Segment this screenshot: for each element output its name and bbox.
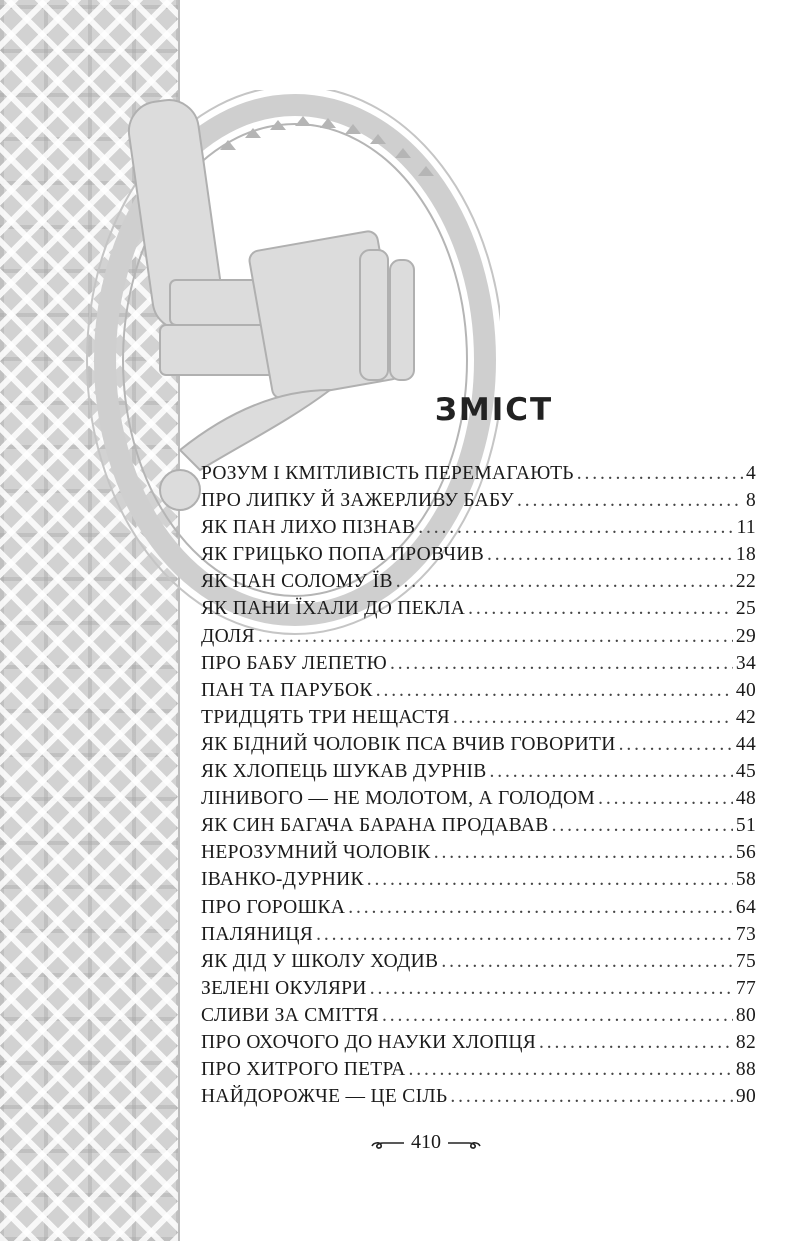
toc-leader-dots	[598, 785, 733, 812]
toc-entry[interactable]	[201, 785, 756, 812]
toc-entry[interactable]	[201, 921, 756, 948]
toc-entry-title: ТРИДЦЯТЬ ТРИ НЕЩАСТЯ	[201, 706, 450, 728]
toc-entry-page: 4	[745, 463, 756, 484]
toc-entry-page: 64	[735, 896, 756, 918]
toc-leader-dots	[450, 1083, 732, 1110]
toc-entry[interactable]	[201, 704, 756, 731]
toc-entry-page: 77	[735, 977, 756, 999]
toc-entry[interactable]	[201, 650, 756, 677]
page-number: 410	[411, 1130, 441, 1153]
toc-entry-title: ЯК ГРИЦЬКО ПОПА ПРОВЧИВ	[201, 544, 484, 566]
toc-entry-title: ЯК ХЛОПЕЦЬ ШУКАВ ДУРНІВ	[201, 761, 487, 783]
toc-entry-page: 8	[745, 490, 756, 512]
toc-entry[interactable]	[201, 460, 756, 487]
toc-entry[interactable]	[201, 948, 756, 975]
toc-entry-page: 25	[735, 598, 756, 620]
toc-leader-dots	[348, 894, 733, 921]
toc-entry[interactable]	[201, 866, 756, 893]
toc-leader-dots	[490, 758, 733, 785]
toc-entry-page: 90	[735, 1086, 756, 1108]
swirl-ornament-icon	[371, 1135, 405, 1149]
toc-entry-page: 42	[735, 706, 756, 728]
toc-entry[interactable]	[201, 1083, 756, 1110]
toc-leader-dots	[418, 514, 733, 541]
toc-entry-title: ІВАНКО-ДУРНИК	[201, 869, 364, 891]
toc-entry[interactable]	[201, 894, 756, 921]
toc-leader-dots	[316, 921, 733, 948]
toc-entry[interactable]	[201, 595, 756, 622]
toc-entry[interactable]	[201, 1029, 756, 1056]
toc-leader-dots	[577, 460, 743, 487]
toc-entry-page: 88	[735, 1059, 756, 1081]
toc-entry-title: ПРО ХИТРОГО ПЕТРА	[201, 1059, 406, 1081]
toc-entry[interactable]	[201, 514, 756, 541]
toc-entry-title: ЯК СИН БАГАЧА БАРАНА ПРОДАВАВ	[201, 815, 549, 837]
toc-entry[interactable]	[201, 677, 756, 704]
toc-entry-page: 73	[735, 923, 756, 945]
toc-entry[interactable]	[201, 623, 756, 650]
toc-leader-dots	[376, 677, 733, 704]
scroll-shape	[390, 260, 414, 380]
toc-leader-dots	[517, 487, 743, 514]
toc-entry-title: СЛИВИ ЗА СМІТТЯ	[201, 1004, 379, 1026]
toc-leader-dots	[453, 704, 733, 731]
toc-entry-title: ЯК ПАН ЛИХО ПІЗНАВ	[201, 517, 416, 539]
toc-entry-page: 40	[735, 679, 756, 701]
toc-entry[interactable]	[201, 758, 756, 785]
toc-entry-title: ПРО ЛИПКУ Й ЗАЖЕРЛИВУ БАБУ	[201, 490, 514, 512]
toc-leader-dots	[258, 623, 733, 650]
toc-entry[interactable]	[201, 839, 756, 866]
toc-entry[interactable]	[201, 568, 756, 595]
toc-entry-page: 34	[735, 652, 756, 674]
toc-leader-dots	[434, 839, 733, 866]
toc-entry-title: ЯК БІДНИЙ ЧОЛОВІК ПСА ВЧИВ ГОВОРИТИ	[201, 733, 616, 755]
toc-entry-title: ЯК ДІД У ШКОЛУ ХОДИВ	[201, 950, 439, 972]
toc-entry[interactable]	[201, 975, 756, 1002]
toc-entry-title: ПРО ОХОЧОГО ДО НАУКИ ХЛОПЦЯ	[201, 1031, 537, 1053]
toc-entry-page: 80	[735, 1004, 756, 1026]
toc-entry-page: 22	[735, 571, 756, 593]
toc-entry-title: ЯК ПАНИ ЇХАЛИ ДО ПЕКЛА	[201, 598, 466, 620]
toc-leader-dots	[409, 1056, 733, 1083]
toc-entry-title: ПАЛЯНИЦЯ	[201, 923, 314, 945]
toc-entry-page: 56	[735, 842, 756, 864]
toc-leader-dots	[468, 595, 733, 622]
toc-entry-page: 45	[735, 761, 756, 783]
page-footer	[370, 1128, 482, 1156]
toc-leader-dots	[539, 1029, 733, 1056]
toc-leader-dots	[382, 1002, 733, 1029]
scroll-shape	[360, 250, 388, 380]
swirl-ornament-icon	[447, 1135, 481, 1149]
toc-leader-dots	[619, 731, 733, 758]
toc-entry-page: 51	[735, 815, 756, 837]
table-of-contents	[201, 460, 756, 1110]
toc-entry-page: 29	[735, 625, 756, 647]
toc-leader-dots	[552, 812, 733, 839]
toc-entry-page: 58	[735, 869, 756, 891]
toc-entry-title: РОЗУМ І КМІТЛИВІСТЬ ПЕРЕМАГАЮТЬ	[201, 463, 574, 484]
toc-entry-title: ДОЛЯ	[201, 625, 255, 647]
toc-entry[interactable]	[201, 487, 756, 514]
toc-entry-page: 11	[736, 517, 756, 539]
toc-leader-dots	[370, 975, 733, 1002]
toc-entry-page: 44	[735, 733, 756, 755]
toc-entry-page: 48	[735, 788, 756, 810]
toc-entry-title: ЗЕЛЕНІ ОКУЛЯРИ	[201, 977, 367, 999]
toc-entry-title: ПАН ТА ПАРУБОК	[201, 679, 373, 701]
page-title: ЗМІСТ	[434, 392, 554, 428]
inkwell-shape	[160, 470, 200, 510]
toc-entry-page: 18	[735, 544, 756, 566]
toc-leader-dots	[390, 650, 733, 677]
toc-entry[interactable]	[201, 731, 756, 758]
toc-leader-dots	[487, 541, 733, 568]
toc-leader-dots	[367, 866, 733, 893]
toc-entry-title: НЕРОЗУМНИЙ ЧОЛОВІК	[201, 842, 431, 864]
toc-entry-title: ПРО БАБУ ЛЕПЕТЮ	[201, 652, 387, 674]
toc-entry[interactable]	[201, 541, 756, 568]
toc-leader-dots	[396, 568, 733, 595]
toc-entry-title: ЯК ПАН СОЛОМУ ЇВ	[201, 571, 393, 593]
toc-entry-title: НАЙДОРОЖЧЕ — ЦЕ СІЛЬ	[201, 1086, 448, 1108]
toc-entry-page: 75	[735, 950, 756, 972]
toc-entry-page: 82	[735, 1031, 756, 1053]
toc-entry[interactable]	[201, 1056, 756, 1083]
toc-leader-dots	[441, 948, 733, 975]
toc-entry-title: ЛІНИВОГО — НЕ МОЛОТОМ, А ГОЛОДОМ	[201, 788, 596, 810]
toc-entry-title: ПРО ГОРОШКА	[201, 896, 346, 918]
toc-entry[interactable]	[201, 1002, 756, 1029]
toc-entry[interactable]	[201, 812, 756, 839]
